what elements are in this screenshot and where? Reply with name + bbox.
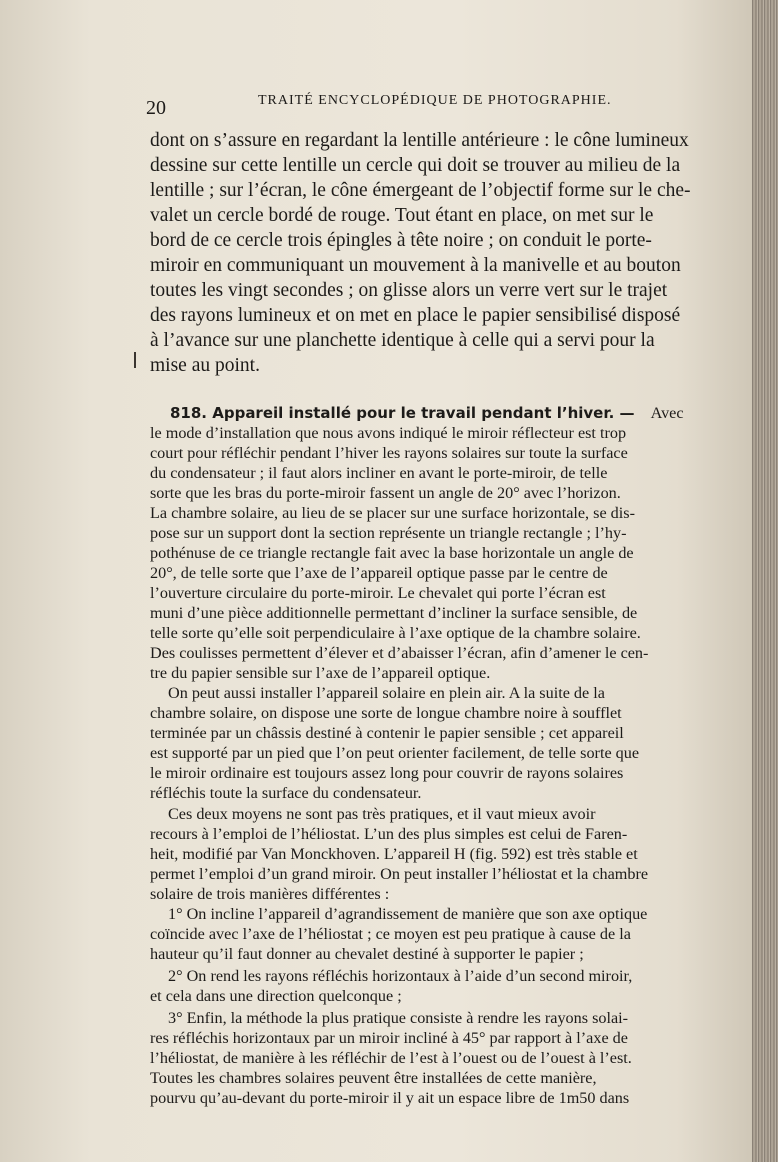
text-line: Toutes les chambres solaires peuvent être installées de cette manière, bbox=[150, 1069, 597, 1087]
text-line: On peut aussi installer l’appareil solaire en plein air. A la suite de la bbox=[168, 684, 605, 702]
text-line: hauteur qu’il faut donner au chevalet destiné à supporter le papier ; bbox=[150, 945, 584, 963]
running-title: TRAITÉ ENCYCLOPÉDIQUE DE PHOTOGRAPHIE. bbox=[258, 93, 612, 108]
text-line: permet l’emploi d’un grand miroir. On peut installer l’héliostat et la chambre bbox=[150, 865, 649, 883]
text-line: recours à l’emploi de l’héliostat. L’un des plus simples est celui de Faren- bbox=[150, 825, 628, 843]
text-line: du condensateur ; il faut alors incliner en avant le porte-miroir, de telle bbox=[150, 464, 608, 482]
text-line: des rayons lumineux et on met en place le papier sensibilisé disposé bbox=[150, 305, 681, 326]
text-line: pothénuse de ce triangle rectangle fait avec la base horizontale un angle de bbox=[150, 544, 634, 562]
text-line: toutes les vingt secondes ; on glisse alors un verre vert sur le trajet bbox=[150, 280, 668, 301]
margin-mark bbox=[134, 352, 136, 368]
text-line: muni d’une pièce additionnelle permettant d’incliner la surface sensible, de bbox=[150, 604, 638, 622]
text-line: bord de ce cercle trois épingles à tête noire ; on conduit le porte- bbox=[150, 230, 652, 251]
text-line: Des coulisses permettent d’élever et d’abaisser l’écran, afin d’amener le cen- bbox=[150, 644, 649, 662]
text-line: valet un cercle bordé de rouge. Tout étant en place, on met sur le bbox=[150, 205, 654, 226]
text-line: solaire de trois manières différentes : bbox=[150, 885, 390, 903]
text-line: mise au point. bbox=[150, 355, 260, 376]
text-line: pose sur un support dont la section représente un triangle rectangle ; l’hy- bbox=[150, 524, 627, 542]
page-number: 20 bbox=[146, 97, 166, 119]
heading-tail: Avec bbox=[650, 404, 684, 422]
text-line: lentille ; sur l’écran, le cône émergeant de l’objectif forme sur le che- bbox=[150, 180, 691, 201]
text-line: réfléchis toute la surface du condensateur. bbox=[150, 784, 422, 802]
text-line: 3° Enfin, la méthode la plus pratique consiste à rendre les rayons solai- bbox=[168, 1009, 629, 1027]
text-line: 20°, de telle sorte que l’axe de l’appareil optique passe par le centre de bbox=[150, 564, 608, 582]
text-line: à l’avance sur une planchette identique à celle qui a servi pour la bbox=[150, 330, 655, 351]
text-line: chambre solaire, on dispose une sorte de longue chambre noire à soufflet bbox=[150, 704, 622, 722]
text-line: coïncide avec l’axe de l’héliostat ; ce moyen est peu pratique à cause de la bbox=[150, 925, 631, 943]
text-line: dessine sur cette lentille un cercle qui doit se trouver au milieu de la bbox=[150, 155, 681, 176]
text-line: court pour réfléchir pendant l’hiver les rayons solaires sur toute la surface bbox=[150, 444, 628, 462]
text-line: heit, modifié par Van Monckhoven. L’appareil H (fig. 592) est très stable et bbox=[150, 845, 638, 863]
section-heading-line bbox=[170, 404, 684, 423]
text-line: res réfléchis horizontaux par un miroir incliné à 45° par rapport à l’axe de bbox=[150, 1029, 628, 1047]
text-line: 1° On incline l’appareil d’agrandissement de manière que son axe optique bbox=[168, 905, 648, 923]
text-line: telle sorte qu’elle soit perpendiculaire à l’axe optique de la chambre solaire. bbox=[150, 624, 641, 642]
text-line: miroir en communiquant un mouvement à la manivelle et au bouton bbox=[150, 255, 681, 276]
text-line: 2° On rend les rayons réfléchis horizontaux à l’aide d’un second miroir, bbox=[168, 967, 633, 985]
text-line: et cela dans une direction quelconque ; bbox=[150, 987, 402, 1005]
text-line: Ces deux moyens ne sont pas très pratiques, et il vaut mieux avoir bbox=[168, 805, 596, 823]
text-line: dont on s’assure en regardant la lentille antérieure : le cône lumineux bbox=[150, 130, 689, 151]
text-line: l’héliostat, de manière à les réfléchir de l’est à l’ouest ou de l’ouest à l’est. bbox=[150, 1049, 632, 1067]
text-line: le mode d’installation que nous avons indiqué le miroir réflecteur est trop bbox=[150, 424, 627, 442]
text-line: La chambre solaire, au lieu de se placer sur une surface horizontale, se dis- bbox=[150, 504, 635, 522]
book-page-edge bbox=[752, 0, 778, 1162]
text-line: est supporté par un pied que l’on peut orienter facilement, de telle sorte que bbox=[150, 744, 640, 762]
section-heading: 818. Appareil installé pour le travail pendant l’hiver. — bbox=[170, 404, 635, 422]
text-line: pourvu qu’au-devant du porte-miroir il y ait un espace libre de 1m50 dans bbox=[150, 1089, 630, 1107]
text-line: tre du papier sensible sur l’axe de l’appareil optique. bbox=[150, 664, 491, 682]
text-line: sorte que les bras du porte-miroir fassent un angle de 20° avec l’horizon. bbox=[150, 484, 621, 502]
text-line: l’ouverture circulaire du porte-miroir. Le chevalet qui porte l’écran est bbox=[150, 584, 606, 602]
text-line: terminée par un châssis destiné à contenir le papier sensible ; cet appareil bbox=[150, 724, 624, 742]
text-line: le miroir ordinaire est toujours assez long pour couvrir de rayons solaires bbox=[150, 764, 624, 782]
